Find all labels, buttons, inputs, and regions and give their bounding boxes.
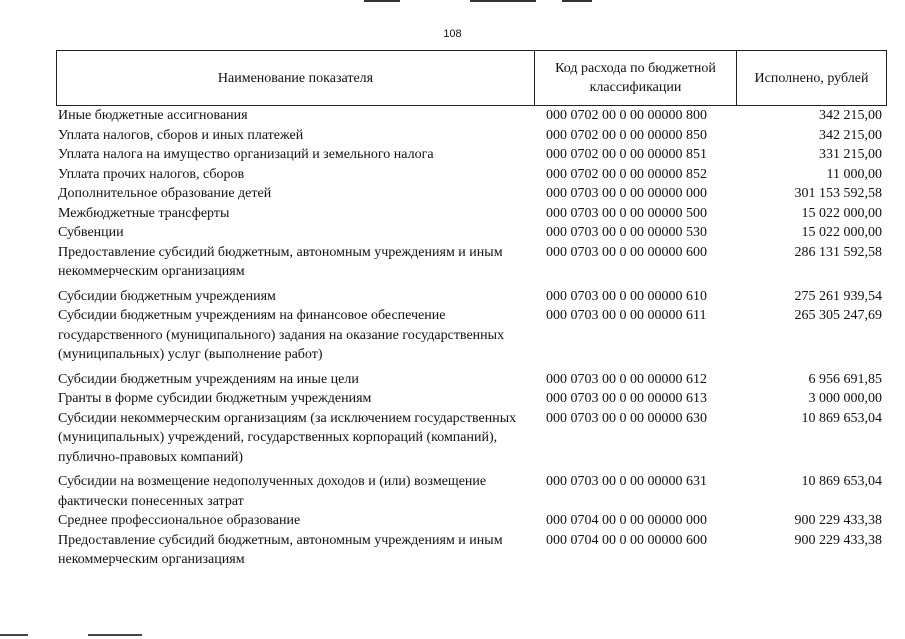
row-name: Субвенции: [58, 225, 124, 240]
table-row: [58, 184, 888, 204]
bottom-scan-mark-1: [0, 634, 28, 636]
table-row: [58, 409, 888, 468]
row-value: 286 131 592,58: [794, 244, 882, 260]
row-code: 000 0703 00 0 00 00000 610: [546, 288, 707, 304]
row-code: 000 0703 00 0 00 00000 530: [546, 225, 707, 240]
row-name: Предоставление субсидий бюджетным, автономным учреждениям и иным некоммерческим организациям: [58, 532, 503, 567]
header-executed-column: Исполнено, рублей: [754, 70, 869, 86]
table-row: [58, 287, 888, 307]
top-scan-mark-1: [364, 0, 400, 2]
table-row: [58, 472, 888, 511]
row-code: 000 0702 00 0 00 00000 850: [546, 127, 707, 143]
row-name: Предоставление субсидий бюджетным, автономным учреждениям и иным некоммерческим организациям: [58, 244, 503, 279]
row-name: Субсидии бюджетным учреждениям на иные цели: [58, 371, 359, 387]
table-row: [58, 204, 888, 224]
row-value: 275 261 939,54: [794, 288, 882, 304]
row-value: 11 000,00: [826, 166, 882, 182]
row-code: 000 0702 00 0 00 00000 852: [546, 166, 707, 182]
table-row: [58, 389, 888, 409]
row-value: 10 869 653,04: [801, 410, 882, 426]
table-header: [56, 50, 887, 106]
table-row: [58, 531, 888, 570]
row-name: Межбюджетные трансферты: [58, 205, 230, 221]
row-name: Среднее профессиональное образование: [58, 513, 301, 528]
table-row: [58, 511, 888, 531]
bottom-scan-mark-2: [88, 634, 142, 636]
row-code: 000 0703 00 0 00 00000 612: [546, 371, 707, 387]
row-code: 000 0703 00 0 00 00000 000: [546, 186, 707, 201]
table-row: [58, 145, 888, 165]
row-code: 000 0703 00 0 00 00000 613: [546, 391, 707, 406]
row-name: Уплата налогов, сборов и иных платежей: [58, 127, 304, 143]
row-code: 000 0704 00 0 00 00000 600: [546, 532, 707, 548]
row-code: 000 0702 00 0 00 00000 800: [546, 108, 707, 123]
row-value: 3 000 000,00: [808, 391, 882, 406]
row-code: 000 0703 00 0 00 00000 600: [546, 244, 707, 260]
row-code: 000 0703 00 0 00 00000 631: [546, 474, 707, 489]
table-row: [58, 306, 888, 365]
row-name: Уплата прочих налогов, сборов: [58, 166, 245, 182]
page-number: 108: [443, 28, 462, 40]
row-name: Гранты в форме субсидии бюджетным учреждениям: [58, 391, 372, 406]
table-row: [58, 223, 888, 243]
table-body: [58, 106, 888, 570]
row-value: 15 022 000,00: [801, 205, 882, 221]
row-name: Субсидии бюджетным учреждениям на финансовое обеспечение государственного (муниципального) задания на оказание государственных (муниципальных) услуг (выполнение работ): [58, 308, 505, 362]
row-code: 000 0702 00 0 00 00000 851: [546, 147, 707, 162]
row-code: 000 0703 00 0 00 00000 630: [546, 410, 707, 426]
top-scan-mark-3: [562, 0, 592, 2]
row-name: Субсидии некоммерческим организациям (за исключением государственных (муниципальных) учреждений, государственных корпораций (компаний), публично-правовых компаний): [58, 410, 517, 465]
header-code-column: Код расхода по бюджетной классификации: [535, 51, 737, 105]
row-value: 342 215,00: [819, 108, 882, 123]
header-name-column: Наименование показателя: [57, 51, 535, 105]
row-code: 000 0703 00 0 00 00000 611: [546, 308, 707, 323]
row-code: 000 0704 00 0 00 00000 000: [546, 513, 707, 528]
row-value: 900 229 433,38: [794, 532, 882, 548]
row-value: 342 215,00: [819, 127, 882, 143]
table-row: [58, 106, 888, 126]
row-value: 15 022 000,00: [801, 225, 882, 240]
row-name: Субсидии бюджетным учреждениям: [58, 288, 276, 304]
row-code: 000 0703 00 0 00 00000 500: [546, 205, 707, 221]
table-row: [58, 243, 888, 282]
row-value: 10 869 653,04: [801, 474, 882, 489]
row-value: 301 153 592,58: [794, 186, 882, 201]
row-name: Субсидии на возмещение недополученных доходов и (или) возмещение фактически понесенных затрат: [58, 474, 487, 509]
row-value: 900 229 433,38: [794, 513, 882, 528]
top-scan-mark-2: [470, 0, 536, 2]
row-value: 265 305 247,69: [794, 308, 882, 323]
table-row: [58, 370, 888, 390]
row-name: Дополнительное образование детей: [58, 186, 272, 201]
row-name: Иные бюджетные ассигнования: [58, 108, 248, 123]
table-row: [58, 165, 888, 185]
row-value: 331 215,00: [819, 147, 882, 162]
row-value: 6 956 691,85: [808, 371, 882, 387]
table-row: [58, 126, 888, 146]
row-name: Уплата налога на имущество организаций и земельного налога: [58, 147, 434, 162]
